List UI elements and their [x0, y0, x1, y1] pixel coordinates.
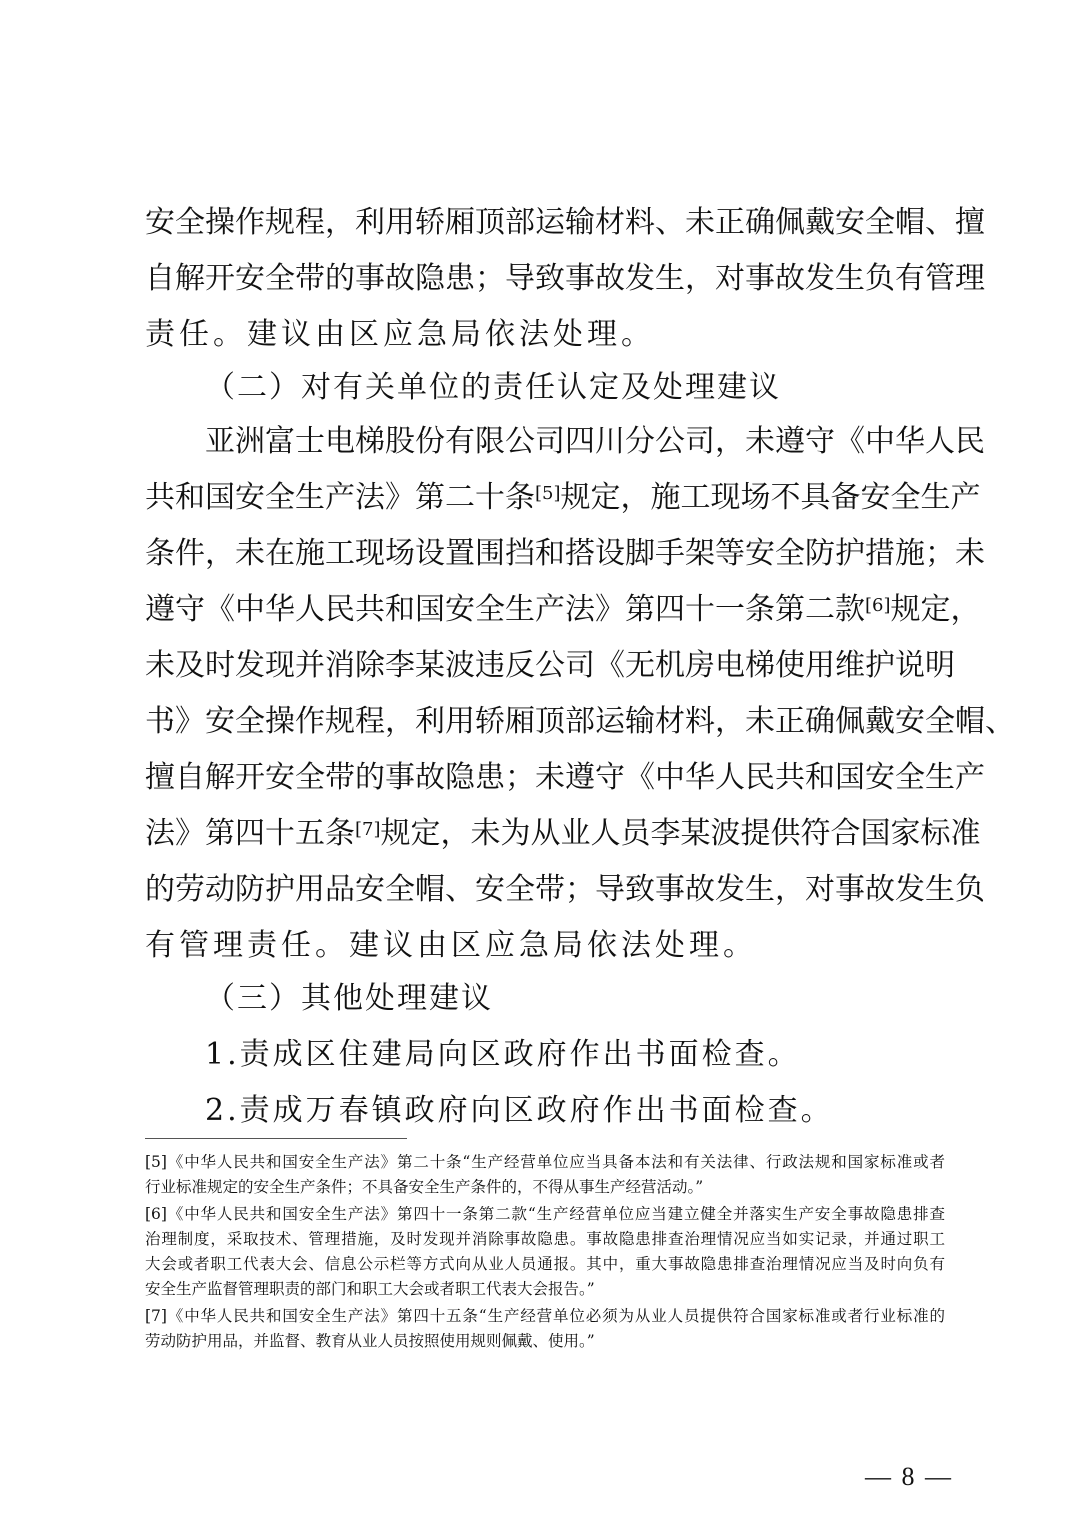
- text-span: 规定，: [890, 592, 981, 627]
- footnote-5-line: 行业标准规定的安全生产条件；不具备安全生产条件的，不得从事生产经营活动。”: [145, 1178, 704, 1196]
- body-line: 条件，未在施工现场设置围挡和搭设脚手架等安全防护措施；未: [145, 536, 985, 571]
- list-item: 1.责成区住建局向区政府作出书面检查。: [205, 1037, 801, 1072]
- body-line: 有管理责任。建议由区应急局依法处理。: [145, 928, 757, 963]
- text-span: 规定，未为从业人员李某波提供符合国家标准: [380, 816, 981, 851]
- footnote-ref-6[interactable]: [6]: [865, 595, 891, 616]
- body-line: 书》安全操作规程，利用轿厢顶部运输材料，未正确佩戴安全帽、: [145, 704, 1015, 739]
- footnote-6-line: [6]《中华人民共和国安全生产法》第四十一条第二款“生产经营单位应当建立健全并落实生产安全事故隐患排查: [145, 1205, 945, 1223]
- body-line: [145, 590, 981, 630]
- text-span: 规定，施工现场不具备安全生产: [560, 480, 981, 515]
- body-line: 安全操作规程，利用轿厢顶部运输材料、未正确佩戴安全帽、擅: [145, 205, 985, 240]
- footnote-7-line: 劳动防护用品，并监督、教育从业人员按照使用规则佩戴、使用。”: [145, 1332, 595, 1350]
- text-span: 共和国安全生产法》第二十条: [145, 480, 535, 515]
- text-span: 遵守《中华人民共和国安全生产法》第四十一条第二款: [145, 592, 865, 627]
- body-line: [145, 814, 981, 854]
- text-span: 法》第四十五条: [145, 816, 355, 851]
- footnote-6-line: 安全生产监督管理职责的部门和职工大会或者职工代表大会报告。”: [145, 1280, 595, 1298]
- footnote-ref-5[interactable]: [5]: [535, 483, 561, 504]
- body-line: [145, 478, 981, 518]
- footnote-ref-7[interactable]: [7]: [355, 819, 381, 840]
- page-number: — 8 —: [865, 1462, 953, 1491]
- footnote-7-line: [7]《中华人民共和国安全生产法》第四十五条“生产经营单位必须为从业人员提供符合国家标准或者行业标准的: [145, 1307, 945, 1325]
- body-line: 自解开安全带的事故隐患；导致事故发生，对事故发生负有管理: [145, 261, 985, 296]
- body-line: 责任。建议由区应急局依法处理。: [145, 317, 655, 352]
- footnote-5-line: [5]《中华人民共和国安全生产法》第二十条“生产经营单位应当具备本法和有关法律、行政法规和国家标准或者: [145, 1153, 945, 1171]
- body-line: 亚洲富士电梯股份有限公司四川分公司，未遵守《中华人民: [205, 424, 985, 459]
- footnote-6-line: 治理制度，采取技术、管理措施，及时发现并消除事故隐患。事故隐患排查治理情况应当如实记录，并通过职工: [145, 1230, 945, 1248]
- body-line: 的劳动防护用品安全帽、安全带；导致事故发生，对事故发生负: [145, 872, 985, 907]
- body-line: 擅自解开安全带的事故隐患；未遵守《中华人民共和国安全生产: [145, 760, 985, 795]
- footnote-6-line: 大会或者职工代表大会、信息公示栏等方式向从业人员通报。其中，重大事故隐患排查治理情况应当及时向负有: [145, 1255, 945, 1273]
- section-heading-3: （三）其他处理建议: [205, 981, 493, 1016]
- list-item: 2.责成万春镇政府向区政府作出书面检查。: [205, 1093, 834, 1128]
- body-line: 未及时发现并消除李某波违反公司《无机房电梯使用维护说明: [145, 648, 955, 683]
- section-heading-2: （二）对有关单位的责任认定及处理建议: [205, 370, 781, 405]
- footnote-separator: [145, 1138, 407, 1139]
